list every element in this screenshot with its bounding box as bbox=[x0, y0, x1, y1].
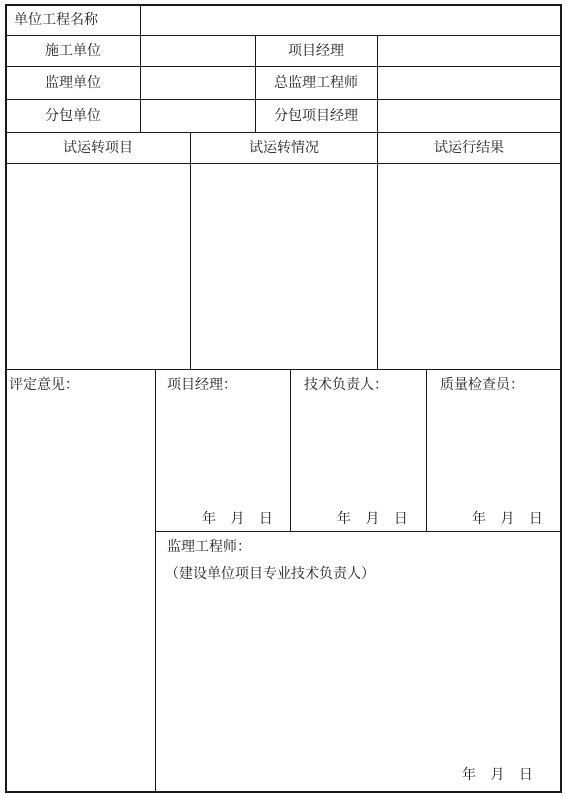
row-divider bbox=[6, 369, 560, 370]
column-divider bbox=[255, 35, 256, 132]
construction-unit-label: 施工单位 bbox=[45, 43, 101, 59]
form-border-right bbox=[560, 4, 562, 793]
quality-inspector-sign-label: 质量检查员： bbox=[440, 377, 524, 393]
project-manager-label: 项目经理 bbox=[288, 43, 344, 59]
supervision-engineer-date: 年 月 日 bbox=[462, 767, 533, 783]
project-manager-date: 年 月 日 bbox=[202, 511, 273, 527]
row-divider bbox=[155, 531, 560, 532]
row-divider bbox=[6, 99, 560, 100]
column-divider bbox=[140, 4, 141, 132]
owner-tech-lead-note: （建设单位项目专业技术负责人） bbox=[165, 566, 375, 582]
column-divider bbox=[377, 35, 378, 132]
column-divider bbox=[155, 369, 156, 792]
column-divider bbox=[426, 369, 427, 531]
row-divider bbox=[6, 132, 560, 133]
unit-project-name-label: 单位工程名称 bbox=[14, 12, 98, 28]
project-manager-sign-label: 项目经理： bbox=[167, 377, 237, 393]
subcontract-project-manager-label: 分包项目经理 bbox=[274, 108, 358, 124]
supervision-unit-label: 监理单位 bbox=[45, 75, 101, 91]
trial-operation-item-header: 试运转项目 bbox=[63, 140, 133, 156]
form-border-top bbox=[5, 4, 561, 6]
column-divider bbox=[190, 132, 191, 369]
chief-supervision-engineer-label: 总监理工程师 bbox=[274, 75, 358, 91]
trial-operation-status-header: 试运转情况 bbox=[249, 140, 319, 156]
trial-operation-result-header: 试运行结果 bbox=[434, 140, 504, 156]
form-border-bottom bbox=[5, 791, 561, 793]
column-divider bbox=[377, 132, 378, 369]
subcontract-unit-label: 分包单位 bbox=[45, 108, 101, 124]
column-divider bbox=[290, 369, 291, 531]
form-border-left bbox=[5, 4, 7, 793]
row-divider bbox=[6, 163, 560, 164]
technical-lead-sign-label: 技术负责人： bbox=[304, 377, 388, 393]
supervision-engineer-sign-label: 监理工程师： bbox=[167, 539, 251, 555]
quality-inspector-date: 年 月 日 bbox=[472, 511, 543, 527]
row-divider bbox=[6, 35, 560, 36]
row-divider bbox=[6, 66, 560, 67]
evaluation-opinion-label: 评定意见： bbox=[9, 377, 79, 393]
technical-lead-date: 年 月 日 bbox=[337, 511, 408, 527]
